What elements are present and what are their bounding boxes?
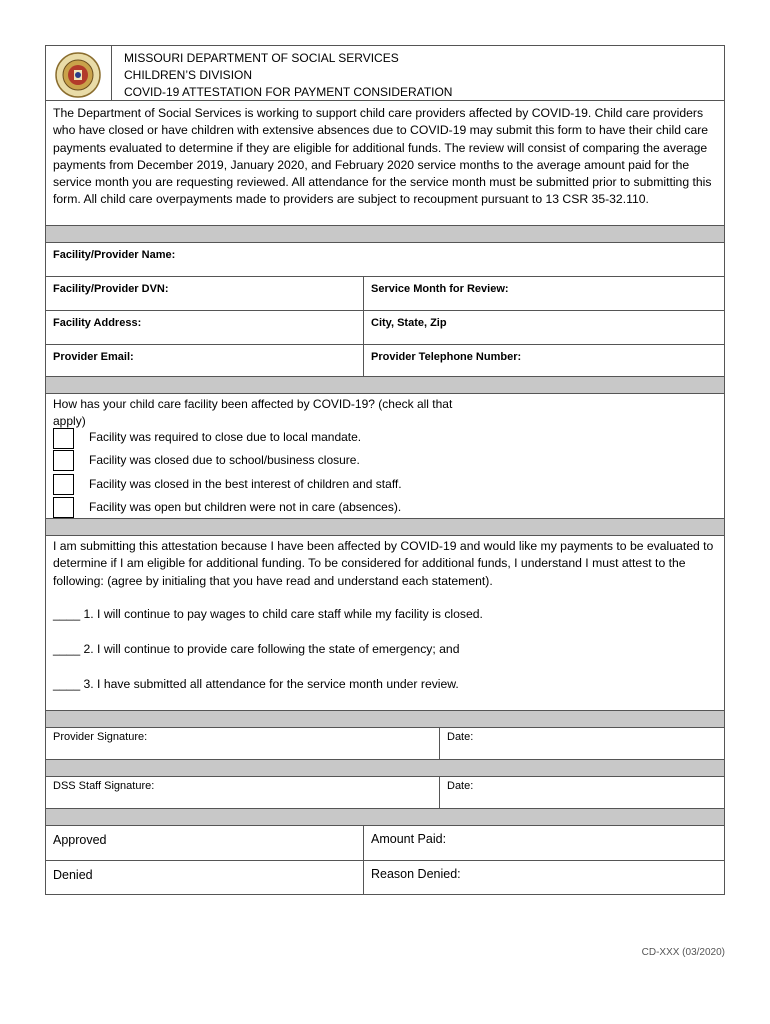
approved-option[interactable] (46, 826, 364, 860)
form-title: COVID-19 ATTESTATION FOR PAYMENT CONSIDERATION (124, 85, 453, 99)
service-month-field[interactable] (364, 277, 724, 310)
department-title: MISSOURI DEPARTMENT OF SOCIAL SERVICES (124, 51, 399, 65)
attestation-text: I am submitting this attestation because I have been affected by COVID-19 and would like my payments to be evaluated to determine if I am eligible for additional funding. To be considered for additional funds, I understand I must attest to the following: (agree by initialing that you have read and understand each statement). (53, 539, 714, 588)
division-title: CHILDREN’S DIVISION (124, 68, 253, 82)
intro-section (46, 100, 724, 225)
attestation-item-3[interactable]: ____ 3. I have submitted all attendance for the service month under review. (53, 677, 459, 691)
provider-date-label: Date: (447, 731, 474, 743)
attestation-section (46, 535, 724, 710)
impact-question: How has your child care facility been affected by COVID-19? (check all that apply) (53, 397, 453, 428)
checkbox-best-interest[interactable] (53, 474, 74, 495)
section-divider (46, 759, 724, 776)
staff-signature-row (46, 776, 724, 808)
phone-label: Provider Telephone Number: (371, 351, 522, 363)
staff-date-field[interactable] (440, 777, 724, 808)
contact-row (46, 344, 724, 376)
attestation-item-1[interactable]: ____ 1. I will continue to pay wages to child care staff while my facility is closed. (53, 607, 483, 621)
amount-paid-field[interactable] (364, 826, 724, 860)
city-state-zip-label: City, State, Zip (371, 317, 447, 329)
address-row (46, 310, 724, 344)
staff-signature-label: DSS Staff Signature: (53, 780, 155, 792)
form-number: CD-XXX (03/2020) (641, 947, 725, 958)
option-absences: Facility was open but children were not in care (absences). (89, 500, 402, 514)
missouri-state-seal-icon (55, 52, 101, 98)
denied-row (46, 860, 724, 894)
attestation-form (45, 45, 725, 895)
impact-section (46, 393, 724, 518)
section-divider (46, 710, 724, 727)
section-divider (46, 808, 724, 825)
dvn-label: Facility/Provider DVN: (53, 283, 169, 295)
provider-name-label: Facility/Provider Name: (53, 249, 176, 261)
checkbox-absences[interactable] (53, 497, 74, 518)
service-month-label: Service Month for Review: (371, 283, 509, 295)
phone-field[interactable] (364, 345, 724, 376)
dvn-row (46, 276, 724, 310)
denied-label: Denied (53, 868, 93, 882)
reason-denied-label: Reason Denied: (371, 867, 461, 881)
approved-row (46, 825, 724, 860)
attestation-item-2[interactable]: ____ 2. I will continue to provide care following the state of emergency; and (53, 642, 460, 656)
provider-signature-label: Provider Signature: (53, 731, 148, 743)
seal-cell (46, 46, 112, 100)
approved-label: Approved (53, 833, 107, 847)
provider-signature-field[interactable] (46, 728, 440, 759)
checkbox-school-closure[interactable] (53, 450, 74, 471)
provider-name-row[interactable] (46, 242, 724, 276)
email-field[interactable] (46, 345, 364, 376)
option-best-interest: Facility was closed in the best interest of children and staff. (89, 477, 402, 491)
dvn-field[interactable] (46, 277, 364, 310)
section-divider (46, 376, 724, 393)
staff-signature-field[interactable] (46, 777, 440, 808)
city-state-zip-field[interactable] (364, 311, 724, 344)
intro-text: The Department of Social Services is working to support child care providers affected by COVID-19. Child care providers who have closed or have children with extensive absences due to COVID-19 may submit this form to have their child care payments evaluated to determine if they are eligible for additional funds. The review will consist of comparing the average payments from December 2019, January 2020, and February 2020 service months to the average amount paid for the service month you are requesting reviewed. All attendance for the service month must be submitted prior to submitting this form. All child care overpayments made to providers are subject to recoupment pursuant to 13 CSR 35-32.110. (53, 106, 712, 207)
staff-date-label: Date: (447, 780, 474, 792)
email-label: Provider Email: (53, 351, 134, 363)
section-divider (46, 225, 724, 242)
reason-denied-field[interactable] (364, 861, 724, 894)
option-local-mandate: Facility was required to close due to local mandate. (89, 430, 362, 444)
amount-paid-label: Amount Paid: (371, 832, 447, 846)
checkbox-local-mandate[interactable] (53, 428, 74, 449)
provider-date-field[interactable] (440, 728, 724, 759)
address-label: Facility Address: (53, 317, 142, 329)
provider-signature-row (46, 727, 724, 759)
denied-option[interactable] (46, 861, 364, 894)
option-school-closure: Facility was closed due to school/business closure. (89, 453, 360, 467)
form-header (46, 46, 724, 100)
section-divider (46, 518, 724, 535)
address-field[interactable] (46, 311, 364, 344)
header-title-block (124, 50, 452, 101)
